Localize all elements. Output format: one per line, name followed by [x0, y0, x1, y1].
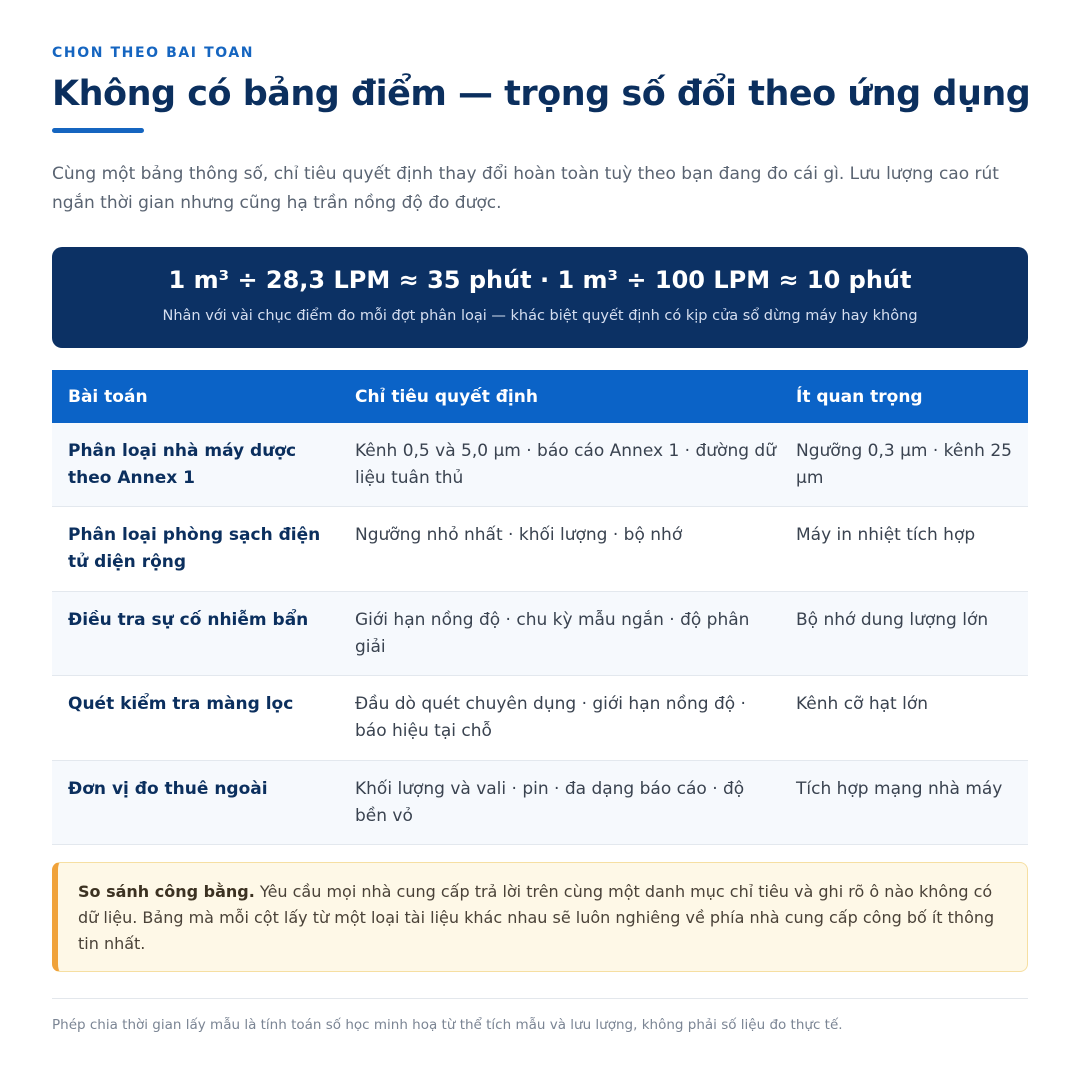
cell-decisive-criteria: Ngưỡng nhỏ nhất · khối lượng · bộ nhớ [355, 525, 683, 546]
header-problem: Bài toán [68, 386, 148, 407]
table-body [52, 423, 1028, 845]
formula-main: 1 m³ ÷ 28,3 LPM ≈ 35 phút · 1 m³ ÷ 100 LPM ≈ 10 phút [168, 266, 912, 294]
footnote: Phép chia thời gian lấy mẫu là tính toán số học minh hoạ từ thể tích mẫu và lưu lượng, không phải số liệu đo thực tế. [52, 1017, 843, 1033]
table-row [52, 507, 1028, 591]
formula-banner [52, 247, 1028, 348]
cell-decisive-criteria: Đầu dò quét chuyên dụng · giới hạn nồng độ · báo hiệu tại chỗ [355, 694, 746, 742]
table-row [52, 676, 1028, 760]
intro-paragraph: Cùng một bảng thông số, chỉ tiêu quyết định thay đổi hoàn toàn tuỳ theo bạn đang đo cái gì. Lưu lượng cao rút ngắn thời gian nhưng cũng hạ trần nồng độ đo được. [52, 164, 999, 213]
section-eyebrow: CHON THEO BAI TOAN [52, 45, 255, 61]
cell-less-important: Tích hợp mạng nhà máy [796, 778, 1003, 799]
callout-text: Yêu cầu mọi nhà cung cấp trả lời trên cùng một danh mục chỉ tiêu và ghi rõ ô nào không có dữ liệu. Bảng mà mỗi cột lấy từ một loại tài liệu khác nhau sẽ luôn nghiêng về phía nhà cung cấp công bố ít thông tin nhất. [78, 882, 995, 953]
cell-problem: Quét kiểm tra màng lọc [68, 694, 294, 715]
table-header [52, 370, 1028, 423]
table-row [52, 423, 1028, 507]
table-row [52, 761, 1028, 845]
title-underline [52, 128, 144, 133]
header-decisive-criteria: Chỉ tiêu quyết định [355, 386, 538, 407]
page-title: Không có bảng điểm — trọng số đổi theo ứng dụng [52, 74, 1031, 114]
table-row [52, 592, 1028, 676]
formula-subtitle: Nhân với vài chục điểm đo mỗi đợt phân loại — khác biệt quyết định có kịp cửa sổ dừng máy hay không [162, 308, 918, 324]
cell-problem: Đơn vị đo thuê ngoài [68, 778, 268, 799]
callout-lead: So sánh công bằng. [78, 882, 255, 901]
fair-comparison-callout [52, 862, 1028, 972]
footer-divider [52, 998, 1028, 999]
cell-decisive-criteria: Khối lượng và vali · pin · đa dạng báo cáo · độ bền vỏ [355, 778, 745, 826]
cell-less-important: Kênh cỡ hạt lớn [796, 694, 929, 715]
cell-decisive-criteria: Kênh 0,5 và 5,0 µm · báo cáo Annex 1 · đường dữ liệu tuân thủ [355, 441, 776, 488]
header-less-important: Ít quan trọng [796, 386, 923, 407]
cell-problem: Phân loại phòng sạch điện tử diện rộng [68, 525, 321, 573]
cell-less-important: Máy in nhiệt tích hợp [796, 525, 976, 546]
cell-decisive-criteria: Giới hạn nồng độ · chu kỳ mẫu ngắn · độ phân giải [355, 609, 750, 657]
cell-problem: Điều tra sự cố nhiễm bẩn [68, 609, 309, 630]
cell-less-important: Bộ nhớ dung lượng lớn [796, 609, 989, 630]
cell-less-important: Ngưỡng 0,3 µm · kênh 25 µm [796, 441, 1012, 488]
comparison-table [52, 370, 1028, 845]
cell-problem: Phân loại nhà máy dược theo Annex 1 [68, 441, 297, 488]
